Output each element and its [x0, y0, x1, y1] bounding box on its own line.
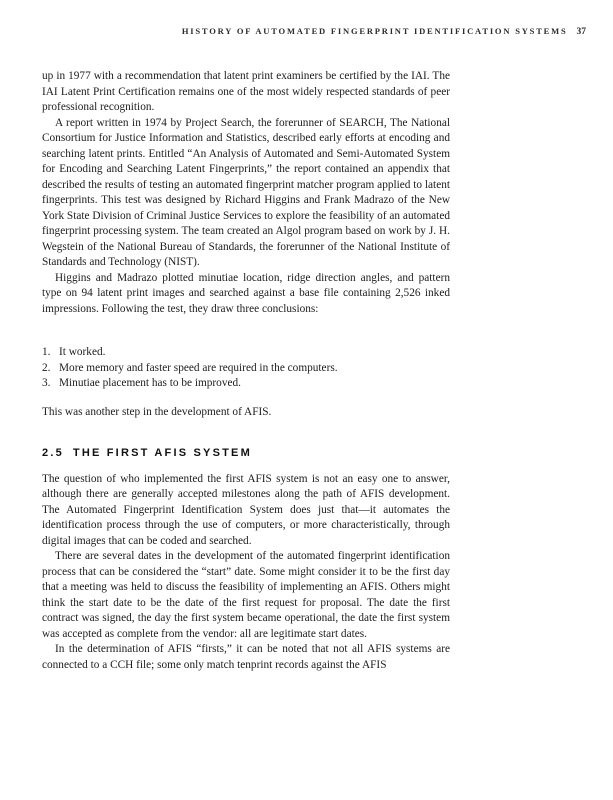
running-header: [182, 26, 586, 37]
section-title: THE FIRST AFIS SYSTEM: [72, 447, 252, 459]
list-item-text: Minutiae placement has to be improved.: [59, 377, 241, 389]
list-item-number: 2.: [42, 361, 51, 374]
paragraph-project-search-report: A report written in 1974 by Project Search, the forerunner of SEARCH, The National Consortium for Justice Information and Statistics, described early efforts at encoding and searching latent prints. Entitled “An Analysis of Automated and Semi-Automated System for Encoding and Searching Latent Fingerprints,” the report contained an appendix that described the results of testing an automated fingerprint matcher program applied to latent fingerprints. This test was designed by Richard Higgins and Frank Madrazo of the New York State Division of Criminal Justice Services to explore the feasibility of an automated fingerprint processing system. The team created an Algol program based on work by J. H. Wegstein of the National Bureau of Standards, the forerunner of the National Institute of Standards and Technology (NIST).: [42, 116, 450, 268]
paragraph-afis-development-step: This was another step in the development of AFIS.: [42, 405, 272, 418]
list-item: [42, 345, 450, 361]
paragraph-start-dates: There are several dates in the development of the automated fingerprint identification process that can be considered the “start” date. Some might consider it to be the first day that a meeting was held to discuss the feasibility of implementing an AFIS. Others might think the start date to be the date of the first request for proposal. The date the first contract was signed, the day the first system became operational, the date the first system was accepted as complete from the vendor: all are legitimate start dates.: [42, 550, 450, 640]
running-title: HISTORY OF AUTOMATED FINGERPRINT IDENTIFICATION SYSTEMS: [181, 26, 568, 36]
page-body: [42, 69, 450, 673]
paragraph-first-afis-question: The question of who implemented the first AFIS system is not an easy one to answer, although there are generally accepted milestones along the path of AFIS development. The Automated Fingerprint Identification System does just that—it automates the identification process through the use of computers, or more characteristically, through digital images that can be coded and searched.: [42, 472, 450, 547]
list-item-text: It worked.: [59, 346, 106, 358]
paragraph-afis-firsts: In the determination of AFIS “firsts,” it can be noted that not all AFIS systems are connected to a CCH file; some only match tenprint records against the AFIS: [42, 643, 450, 671]
list-item: [42, 361, 450, 377]
section-number: 2.5: [42, 447, 64, 459]
list-item-text: More memory and faster speed are required in the computers.: [59, 361, 338, 374]
page-number: 37: [576, 27, 586, 37]
conclusions-list: [42, 345, 450, 392]
paragraph-higgins-madrazo-test: Higgins and Madrazo plotted minutiae location, ridge direction angles, and pattern type on 94 latent print images and searched against a base file containing 2,526 inked impressions. Following the test, they draw three conclusions:: [42, 271, 450, 315]
paragraph-continuation: up in 1977 with a recommendation that latent print examiners be certified by the IAI. The IAI Latent Print Certification remains one of the most widely respected standards of peer professional recognition.: [42, 70, 450, 113]
list-item-number: 1.: [42, 346, 51, 358]
list-item-number: 3.: [42, 377, 51, 389]
section-heading: [42, 446, 450, 462]
list-item: [42, 376, 450, 392]
